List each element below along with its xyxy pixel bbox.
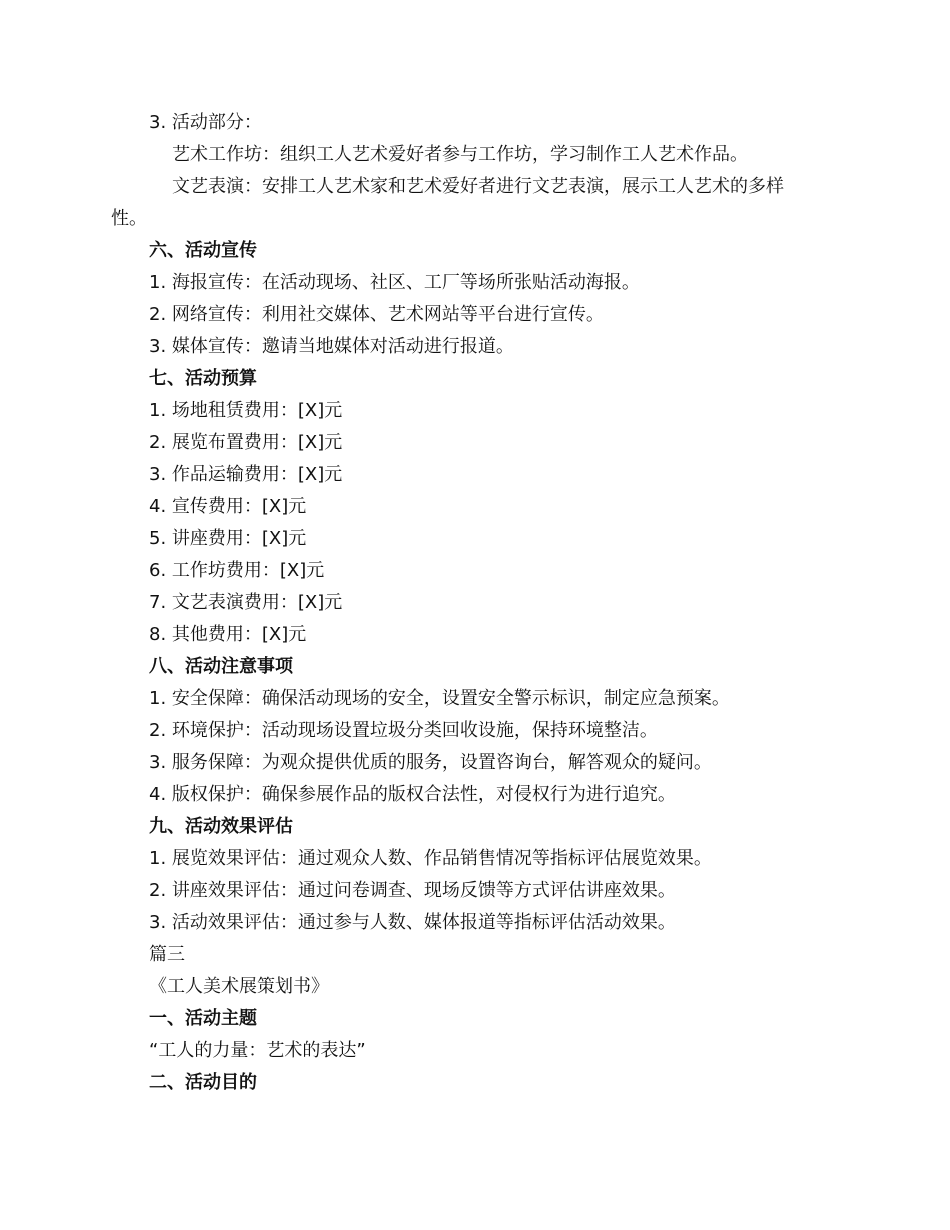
- list-item: 2. 讲座效果评估：通过问卷调查、现场反馈等方式评估讲座效果。: [149, 880, 676, 901]
- document-body: [111, 107, 811, 1099]
- list-item: 1. 安全保障：确保活动现场的安全，设置安全警示标识，制定应急预案。: [149, 688, 730, 709]
- list-item: 3. 活动部分：: [149, 112, 262, 133]
- section-heading: 九、活动效果评估: [149, 816, 293, 837]
- list-item: 2. 展览布置费用：[X]元: [149, 432, 343, 453]
- section-heading: 一、活动主题: [149, 1008, 257, 1029]
- part-label: 篇三: [149, 944, 185, 965]
- list-item: 6. 工作坊费用：[X]元: [149, 560, 325, 581]
- document-title: 《工人美术展策划书》: [149, 976, 329, 997]
- list-item: 8. 其他费用：[X]元: [149, 624, 307, 645]
- list-item: 2. 环境保护：活动现场设置垃圾分类回收设施，保持环境整洁。: [149, 720, 658, 741]
- list-item: 2. 网络宣传：利用社交媒体、艺术网站等平台进行宣传。: [149, 304, 604, 325]
- list-item: 4. 宣传费用：[X]元: [149, 496, 307, 517]
- list-item: 3. 服务保障：为观众提供优质的服务，设置咨询台，解答观众的疑问。: [149, 752, 712, 773]
- list-item: 5. 讲座费用：[X]元: [149, 528, 307, 549]
- section-heading: 二、活动目的: [149, 1072, 257, 1093]
- list-item: 1. 展览效果评估：通过观众人数、作品销售情况等指标评估展览效果。: [149, 848, 712, 869]
- paragraph: 艺术工作坊：组织工人艺术爱好者参与工作坊，学习制作工人艺术作品。: [172, 144, 748, 165]
- section-heading: 八、活动注意事项: [149, 656, 293, 677]
- list-item: 3. 活动效果评估：通过参与人数、媒体报道等指标评估活动效果。: [149, 912, 676, 933]
- list-item: 3. 作品运输费用：[X]元: [149, 464, 343, 485]
- paragraph-continuation: 性。: [111, 208, 147, 229]
- theme-quote: “工人的力量：艺术的表达”: [149, 1040, 366, 1061]
- paragraph: 文艺表演：安排工人艺术家和艺术爱好者进行文艺表演，展示工人艺术的多样: [172, 176, 784, 197]
- list-item: 7. 文艺表演费用：[X]元: [149, 592, 343, 613]
- list-item: 3. 媒体宣传：邀请当地媒体对活动进行报道。: [149, 336, 514, 357]
- list-item: 4. 版权保护：确保参展作品的版权合法性，对侵权行为进行追究。: [149, 784, 676, 805]
- list-item: 1. 场地租赁费用：[X]元: [149, 400, 343, 421]
- list-item: 1. 海报宣传：在活动现场、社区、工厂等场所张贴活动海报。: [149, 272, 640, 293]
- section-heading: 六、活动宣传: [149, 240, 257, 261]
- section-heading: 七、活动预算: [149, 368, 257, 389]
